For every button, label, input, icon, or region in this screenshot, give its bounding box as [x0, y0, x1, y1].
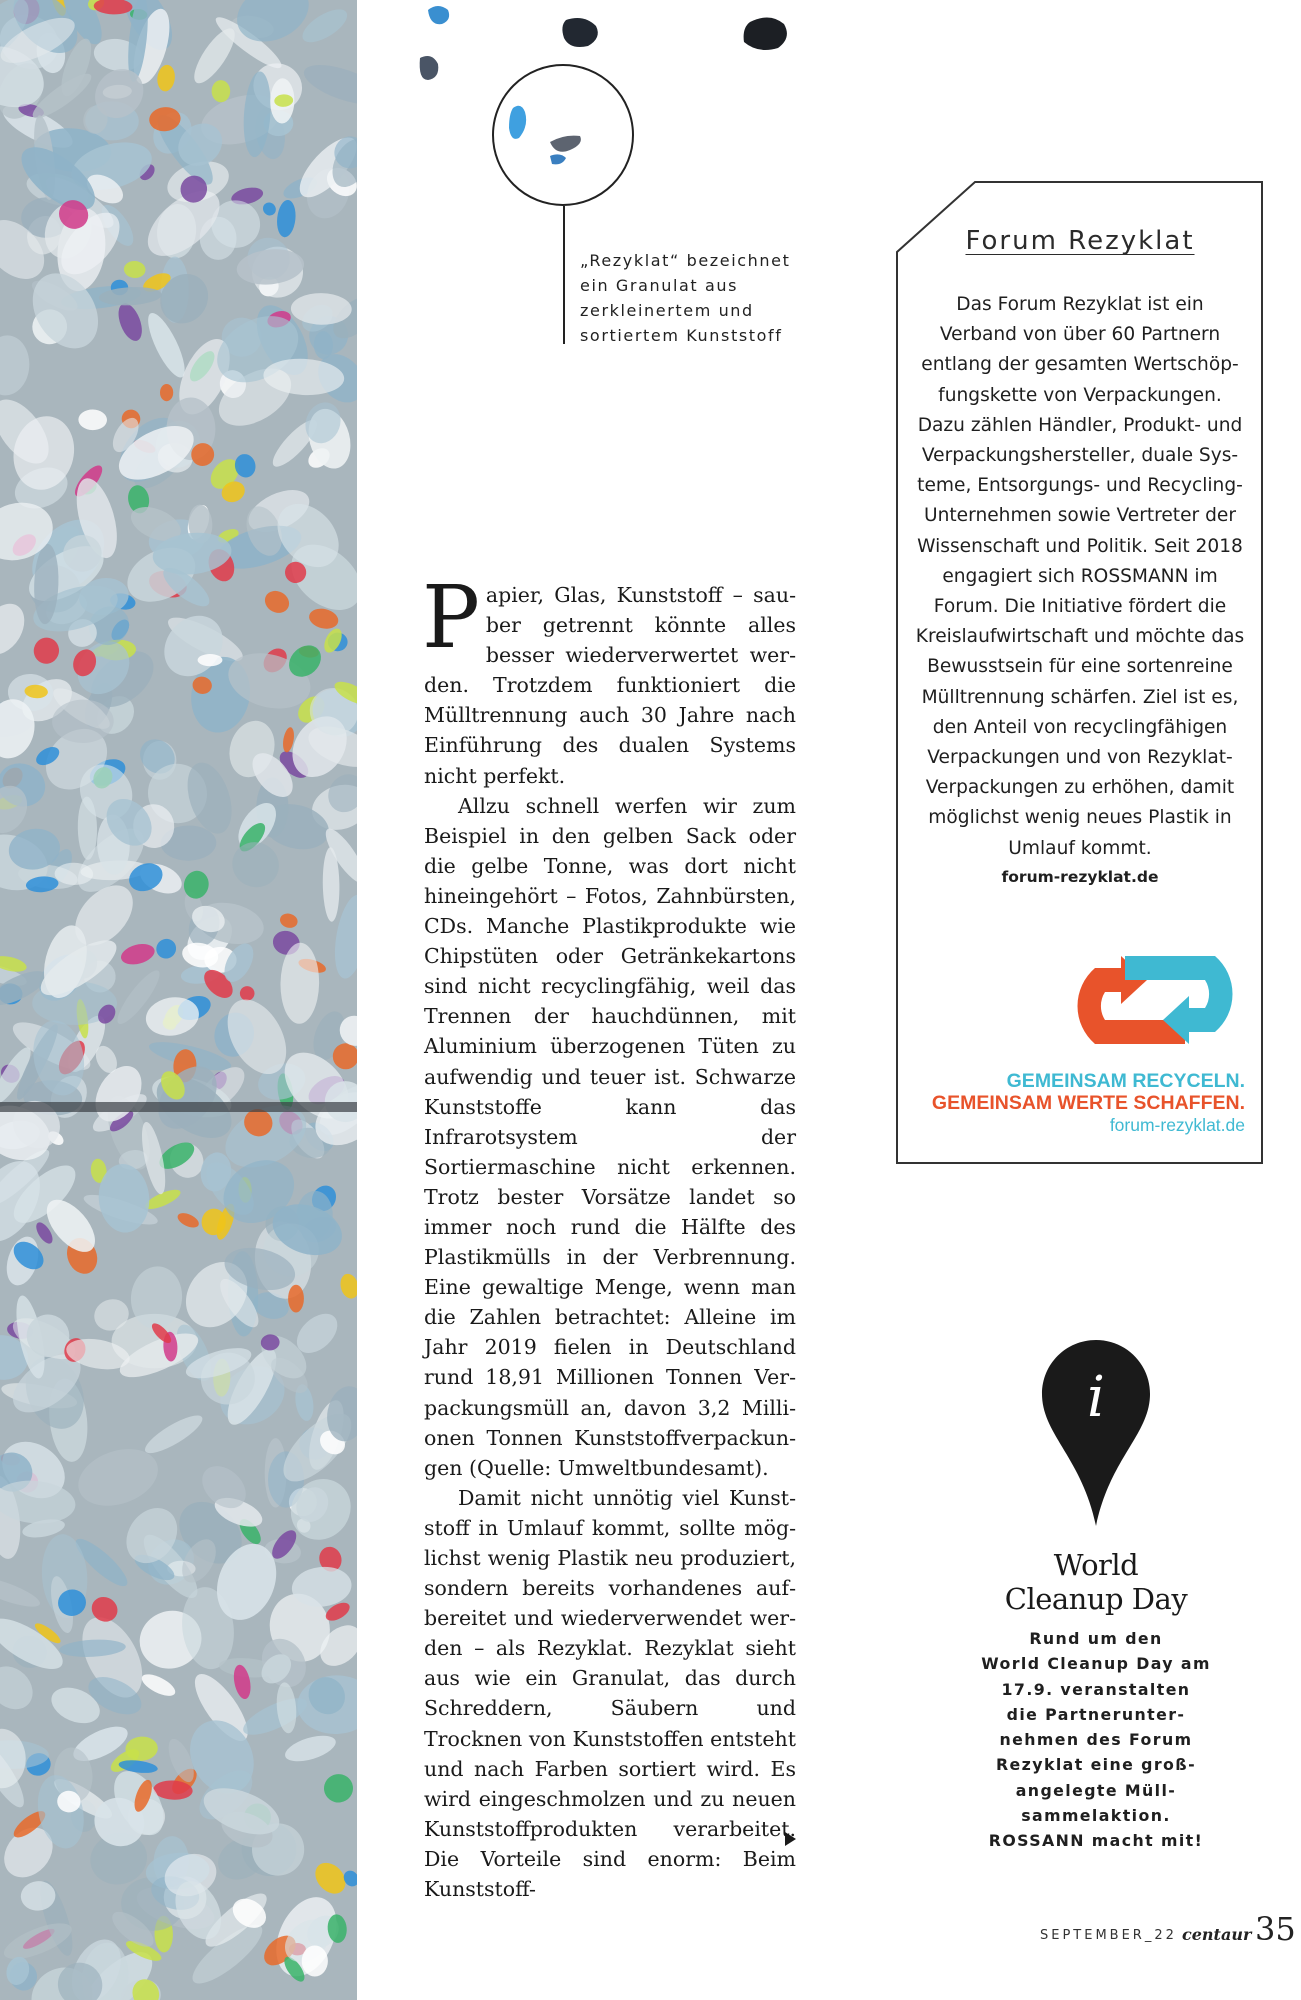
- caption-line: sortiertem Kunststoff: [580, 326, 783, 345]
- text-line: Rezyklat eine groß-: [995, 1755, 1197, 1775]
- pin-letter: i: [1087, 1365, 1105, 1430]
- caption-line: ein Granulat aus: [580, 276, 739, 295]
- forum-text: Das Forum Rezyklat ist ein Verband von über 60 Partnern entlang der gesamten Wertschöpfungskette von Verpackungen. Dazu zählen Händler, Produkt- und Verpackungshersteller, duale Systeme, Entsorgungs- und Recycling-Unternehmen sowie Vertreter der Wissenschaft und Politik. Seit 2018 engagiert sich ROSSMANN im Forum. Die Initiative fördert die Kreislaufwirtschaft und möchte das Bewusstsein für eine sortenreine Mülltrennung schärfen. Ziel ist es, den Anteil von recyclingfähigen Verpackungen und von Rezyklat-Verpackungen zu erhöhen, damit möglichst wenig neues Plastik in Umlauf kommt.: [915, 294, 1245, 859]
- text-line: die Partnerunter-: [1006, 1704, 1186, 1724]
- info-pin-icon: [1040, 1338, 1152, 1528]
- forum-title: Forum Rezyklat: [965, 226, 1195, 256]
- forum-url: forum-rezyklat.de: [1001, 868, 1159, 886]
- footer-brand: centaur: [1182, 1925, 1252, 1944]
- title-line: World: [1053, 1548, 1139, 1582]
- logo-slogan-2: GEMEINSAM WERTE SCHAFFEN.: [931, 1092, 1245, 1114]
- paragraph-text: apier, Glas, Kunststoff – sauber getrennt könnte alles besser wiederverwertet werden. Trotzdem funktioniert die Mülltrennung auch 30 Jahre nach Einführung des dualen Systems nicht perfekt.: [424, 583, 796, 788]
- forum-rezyklat-box: [895, 180, 1265, 1165]
- text-line: nehmen des Forum: [999, 1730, 1193, 1750]
- logo-slogan-1: GEMEINSAM RECYCELN.: [1006, 1070, 1245, 1092]
- callout-circle: [492, 64, 634, 206]
- title-line: Cleanup Day: [1004, 1582, 1188, 1616]
- text-line: sammelaktion.: [1021, 1806, 1171, 1826]
- article-body: [422, 568, 796, 1904]
- callout-line: [563, 206, 565, 344]
- text-line: Rund um den: [1029, 1629, 1163, 1648]
- caption-line: „Rezyklat“ bezeichnet: [580, 251, 791, 270]
- recycling-arrows-icon: [1075, 940, 1235, 1060]
- article-paragraph: Allzu schnell werfen wir zum Beispiel in den gelben Sack oder die gelbe Tonne, was dort nicht hineingehört – Fotos, Zahnbürsten, CDs. Manche Plastikprodukte wie Chipstüten oder Getränkekartons sind nicht recyclingfähig, weil das Trennen der hauchdünnen, mit Aluminium überzogenen Tüten zu aufwendig und teuer ist. Schwarze Kunststoffe kann das Infrarotsystem der Sortiermaschine nicht erkennen. Trotz bester Vorsätze landet so immer noch rund die Hälfte des Plastikmülls in der Verbrennung. Eine gewaltige Menge, wenn man die Zahlen betrachtet: Alleine im Jahr 2019 fielen in Deutschland rund 18,91 Millionen Tonnen Verpackungsmüll an, davon 3,2 Millionen Tonnen Kunststoffverpackungen (Quelle: Umweltbundesamt).: [424, 793, 796, 1480]
- article-paragraph: Damit nicht unnötig viel Kunststoff in Umlauf kommt, sollte möglichst wenig Plastik neu produziert, sondern bereits vorhandenes aufbereitet und wiederverwendet werden – als Rezyklat. Rezyklat sieht aus wie ein Granulat, das durch Schreddern, Säubern und Trocknen von Kunststoffen entsteht und nach Farben sortiert wird. Es wird eingeschmolzen und zu neuen Kunststoffprodukten verarbeitet. Die Vorteile sind enorm: Beim Kunststoff-: [424, 1485, 796, 1902]
- article-paragraph: [422, 568, 796, 791]
- logo-url: forum-rezyklat.de: [1109, 1115, 1245, 1135]
- rezyklat-caption: [580, 248, 820, 348]
- dropcap: P: [422, 568, 480, 668]
- continue-arrow-icon: [785, 1832, 796, 1846]
- text-line: angelegte Müll-: [1015, 1780, 1177, 1800]
- world-cleanup-title: [940, 1548, 1252, 1616]
- text-line: World Cleanup Day am: [981, 1654, 1211, 1674]
- footer-issue: SEPTEMBER_22: [1040, 1928, 1177, 1943]
- text-line: 17.9. veranstalten: [1001, 1679, 1191, 1699]
- caption-line: zerkleinertem und: [580, 301, 754, 320]
- plastic-bales-photo: [0, 0, 357, 2000]
- world-cleanup-text: [950, 1626, 1242, 1854]
- page-number: 35: [1255, 1910, 1296, 1948]
- text-line: ROSSANN macht mit!: [988, 1831, 1204, 1851]
